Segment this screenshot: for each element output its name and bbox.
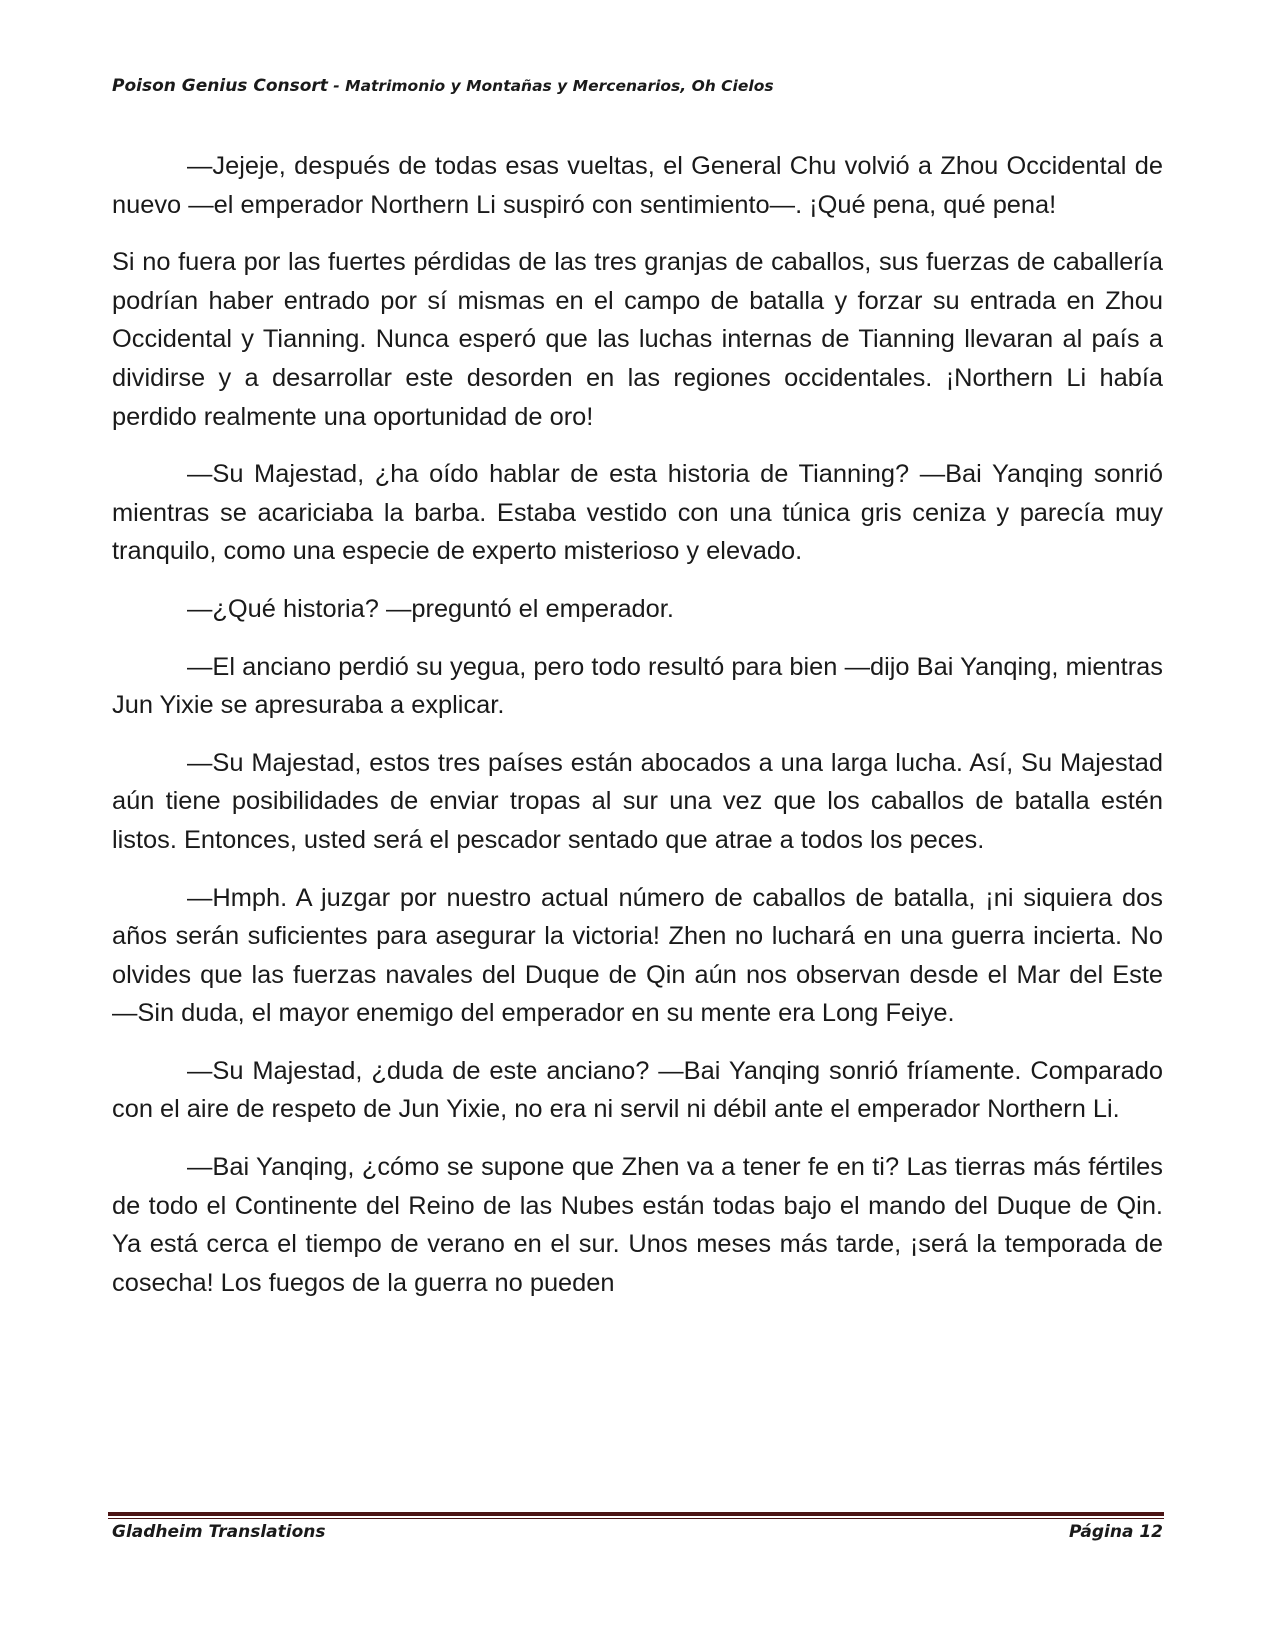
paragraph: —Su Majestad, estos tres países están abocados a una larga lucha. Así, Su Majestad aún tiene posibilidades de enviar tropas al sur una vez que los caballos de batalla estén listos. Entonces, usted será el pescador sentado que atrae a todos los peces. [112, 748, 1163, 854]
footer-translator: Gladheim Translations [112, 1522, 326, 1542]
header-subtitle: Matrimonio y Montañas y Mercenarios, Oh Cielos [345, 77, 774, 95]
paragraph: Si no fuera por las fuertes pérdidas de las tres granjas de caballos, sus fuerzas de caballería podrían haber entrado por sí mismas en el campo de batalla y forzar su entrada en Zhou Occidental y Tianning. Nunca esperó que las luchas internas de Tianning llevaran al país a dividirse y a desarrollar este desorden en las regiones occidentales. ¡Northern Li había perdido realmente una oportunidad de oro! [112, 248, 1163, 431]
paragraph: —Bai Yanqing, ¿cómo se supone que Zhen va a tener fe en ti? Las tierras más fértiles de todo el Continente del Reino de las Nubes están todas bajo el mando del Duque de Qin. Ya está cerca el tiempo de verano en el sur. Unos meses más tarde, ¡será la temporada de cosecha! Los fuegos de la guerra no pueden [112, 1153, 1163, 1297]
header-separator: - [327, 77, 346, 95]
paragraph: —El anciano perdió su yegua, pero todo resultó para bien —dijo Bai Yanqing, mientras Jun Yixie se apresuraba a explicar. [112, 652, 1163, 720]
page-header [112, 76, 1162, 96]
paragraph: —Hmph. A juzgar por nuestro actual número de caballos de batalla, ¡ni siquiera dos años serán suficientes para asegurar la victoria! Zhen no luchará en una guerra incierta. No olvides que las fuerzas navales del Duque de Qin aún nos observan desde el Mar del Este —Sin duda, el mayor enemigo del emperador en su mente era Long Feiye. [112, 883, 1163, 1028]
paragraph: —Su Majestad, ¿duda de este anciano? —Bai Yanqing sonrió fríamente. Comparado con el aire de respeto de Jun Yixie, no era ni servil ni débil ante el emperador Northern Li. [112, 1056, 1163, 1124]
paragraph: —¿Qué historia? —preguntó el emperador. [187, 594, 674, 623]
footer-divider [108, 1512, 1164, 1519]
body-text [112, 147, 1163, 1321]
page-number: Página 12 [1069, 1522, 1163, 1542]
paragraph: —Su Majestad, ¿ha oído hablar de esta historia de Tianning? —Bai Yanqing sonrió mientras se acariciaba la barba. Estaba vestido con una túnica gris ceniza y parecía muy tranquilo, como una especie de experto misterioso y elevado. [112, 460, 1163, 566]
page-footer [112, 1522, 1163, 1542]
paragraph: —Jejeje, después de todas esas vueltas, el General Chu volvió a Zhou Occidental de nuevo —el emperador Northern Li suspiró con sentimiento—. ¡Qué pena, qué pena! [112, 152, 1163, 219]
header-title: Poison Genius Consort [112, 76, 328, 96]
